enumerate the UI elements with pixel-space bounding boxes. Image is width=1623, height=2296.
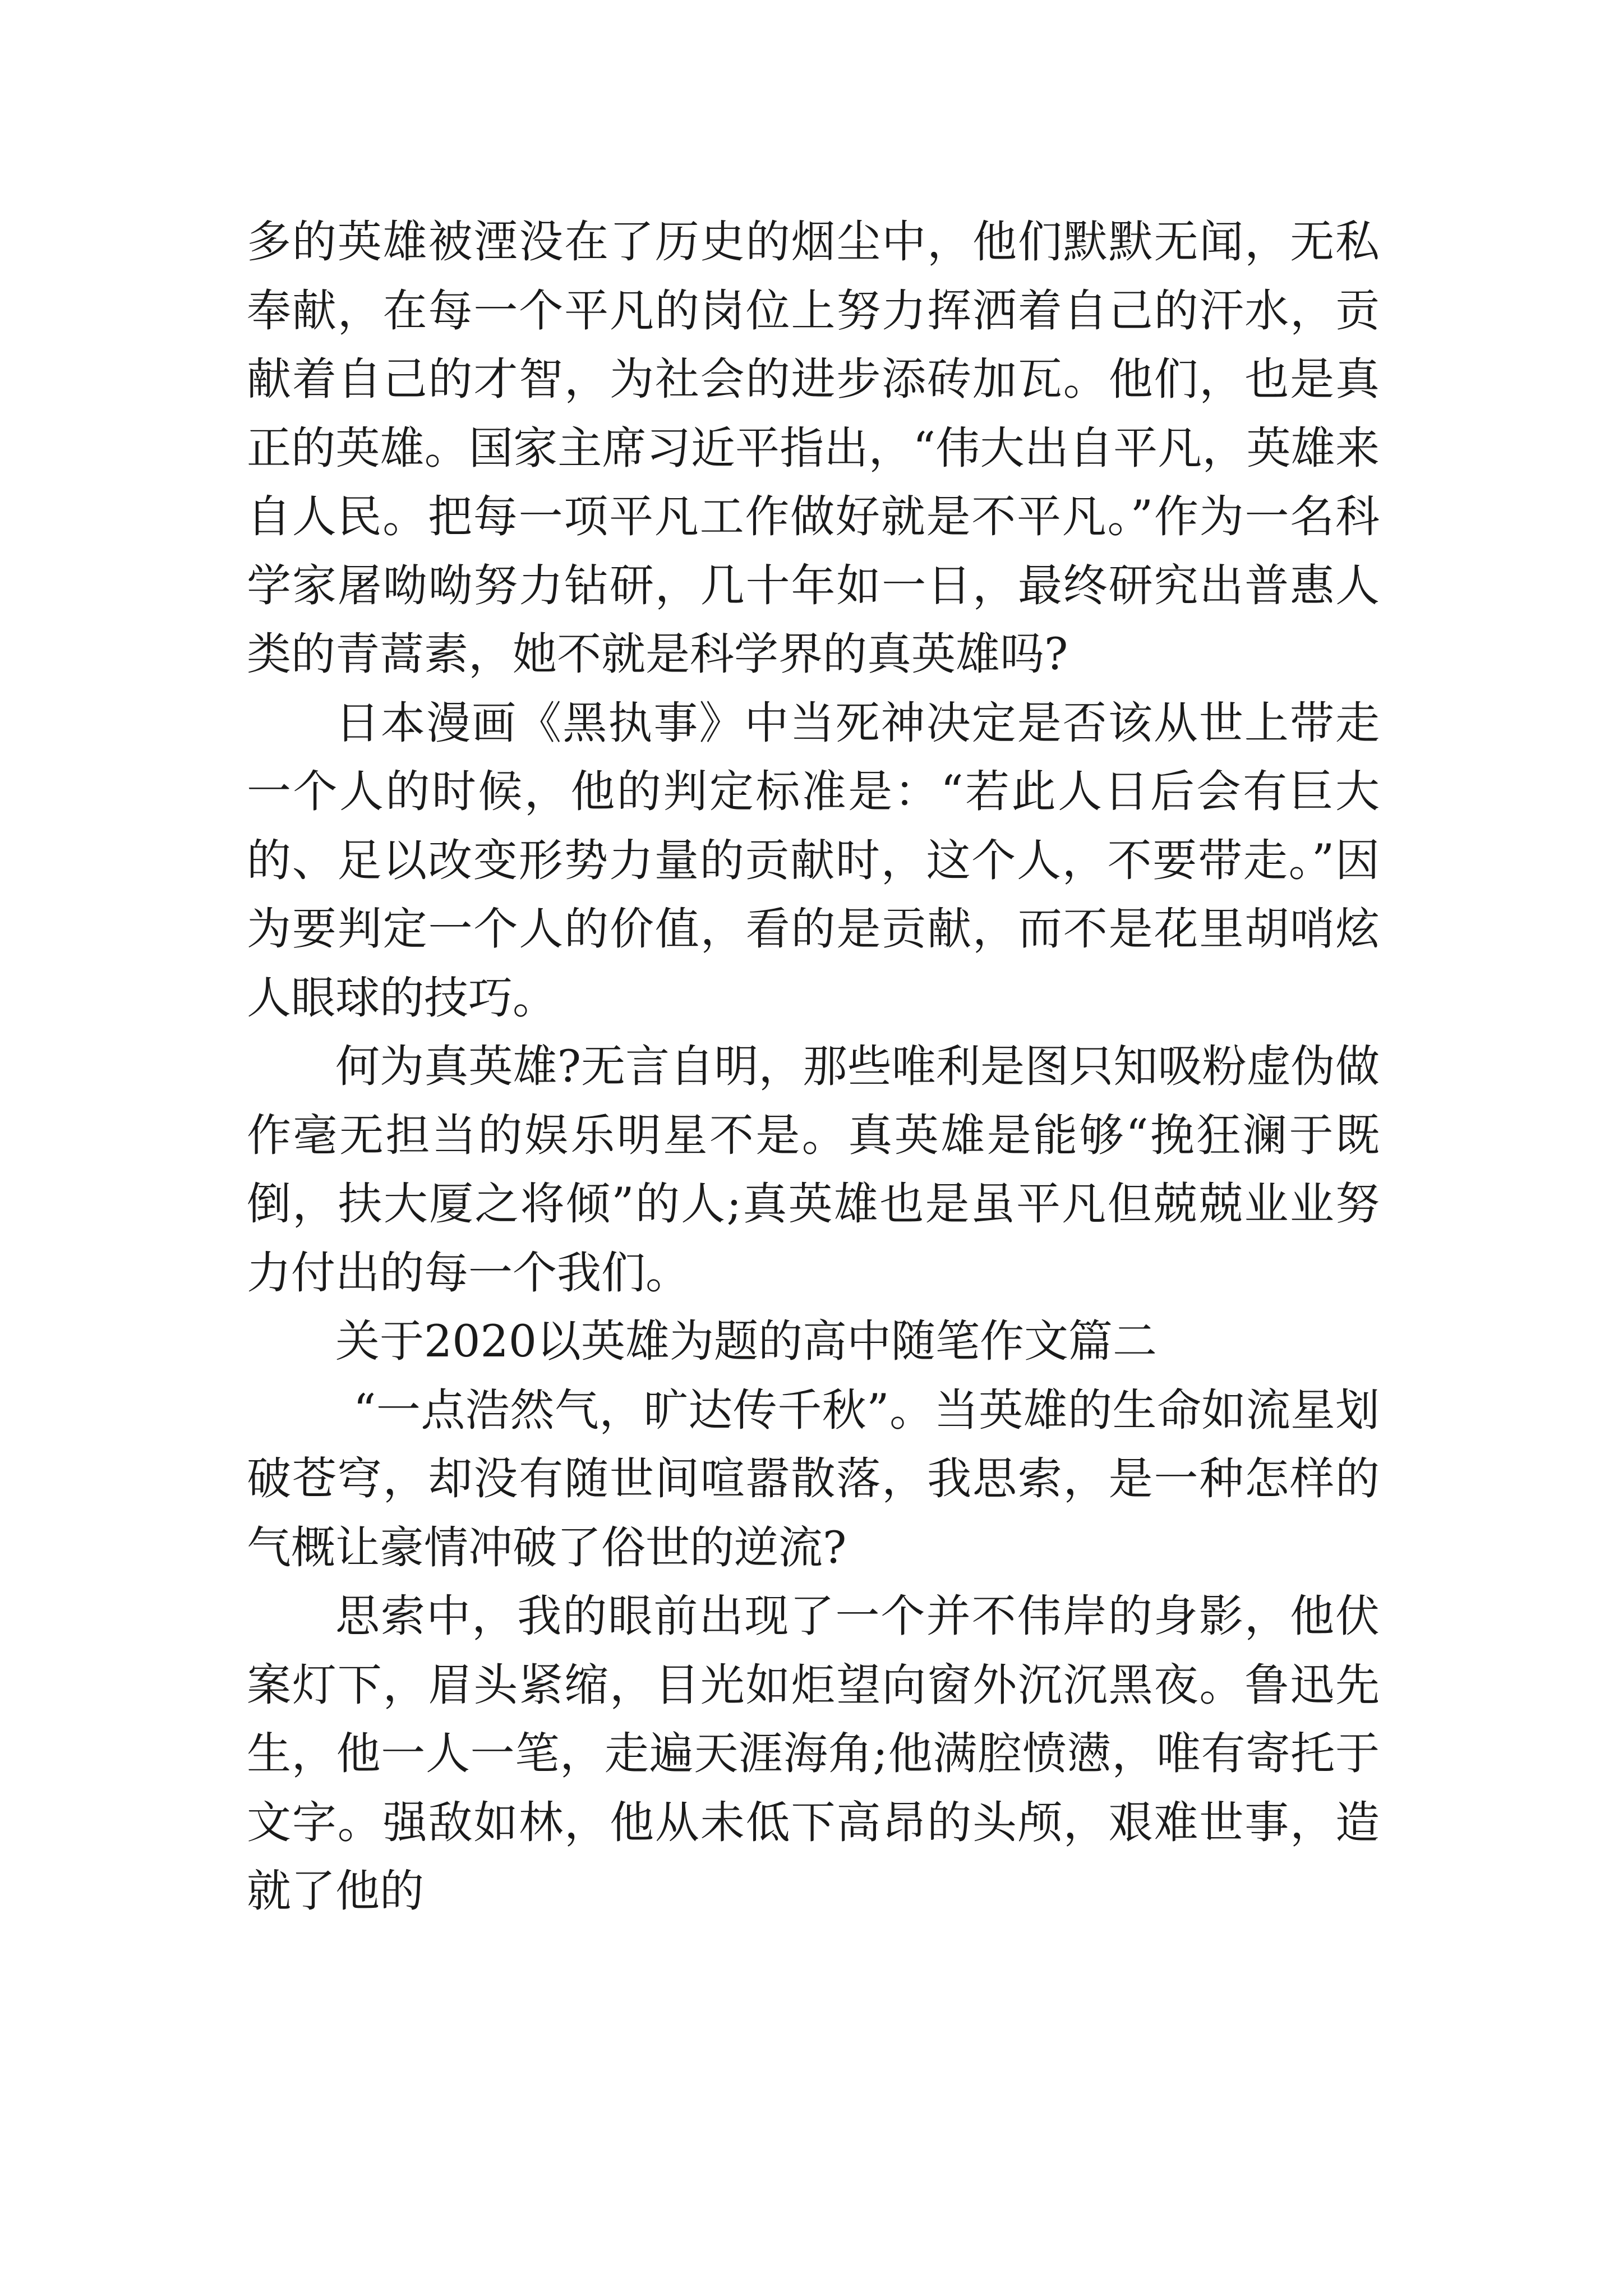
paragraph-black-butler: 日本漫画《黑执事》中当死神决定是否该从世上带走一个人的时候，他的判定标准是：“若此人日后会有巨大的、足以改变形势力量的贡献时，这个人，不要带走。”因为要判定一个人的价值，看的是贡献，而不是花里胡哨炫人眼球的技巧。 — [247, 697, 1380, 1024]
paragraph-lu-xun: 思索中，我的眼前出现了一个并不伟岸的身影，他伏案灯下，眉头紧缩，目光如炬望向窗外沉沉黑夜。鲁迅先生，他一人一笔，走遍天涯海角;他满腔愤懑，唯有寄托于文字。强敌如林，他从未低下高昂的头颅，艰难世事，造就了他的 — [247, 1590, 1380, 1917]
paragraph-opening-quote: “一点浩然气，旷达传千秋”。当英雄的生命如流星划破苍穹，却没有随世间喧嚣散落，我思索，是一种怎样的气概让豪情冲破了俗世的逆流? — [247, 1384, 1380, 1573]
section-heading: 关于2020以英雄为题的高中随笔作文篇二 — [335, 1315, 1158, 1367]
paragraph-continuation: 多的英雄被湮没在了历史的烟尘中，他们默默无闻，无私奉献，在每一个平凡的岗位上努力挥洒着自己的汗水，贡献着自己的才智，为社会的进步添砖加瓦。他们，也是真正的英雄。国家主席习近平指出，“伟大出自平凡，英雄来自人民。把每一项平凡工作做好就是不平凡。”作为一名科学家屠呦呦努力钻研，几十年如一日，最终研究出普惠人类的青蒿素，她不就是科学界的真英雄吗? — [247, 216, 1380, 680]
paragraph-true-hero: 何为真英雄?无言自明，那些唯利是图只知吸粉虚伪做作毫无担当的娱乐明星不是。真英雄是能够“挽狂澜于既倒，扶大厦之将倾”的人;真英雄也是虽平凡但兢兢业业努力付出的每一个我们。 — [247, 1041, 1380, 1299]
document-body — [247, 208, 1380, 1926]
